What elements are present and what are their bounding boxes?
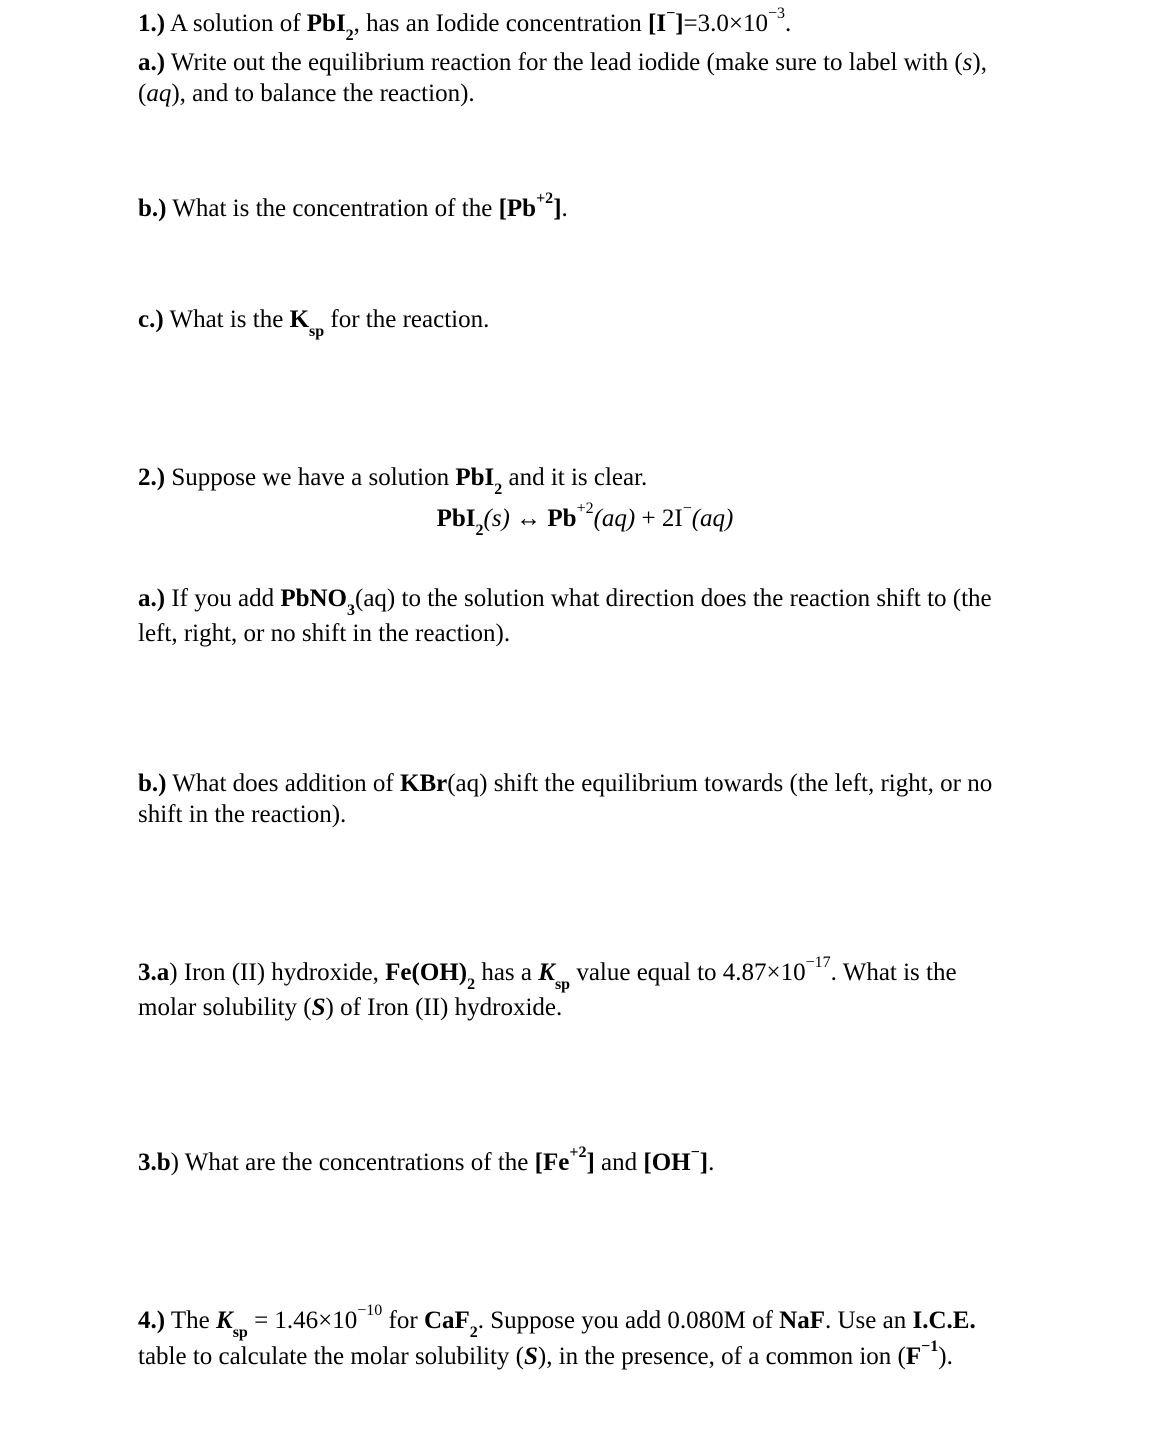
q2a-text: a.) If you add PbNO$_3$(aq) to the solution what direction does the reaction shift to (the left, right, or no shift in the reaction). [138,585,992,647]
q3b-text: 3.b) What are the concentrations of the $[Fe^{+2}]$ and [OH−]. [138,1144,715,1176]
fluoride-ion: $F^{-1}$ [905,1338,939,1370]
pbno3-formula: PbNO$_3$ [280,585,356,619]
equilibrium-equation: PbI$_2$(s) ↔ $Pb^{+2}(aq) + 2I^-(aq)$ [436,500,734,539]
q1-number: 1.) [138,10,166,37]
q1-intro: 1.) A solution of PbI$_2$, has an Iodide concentration $[I^-]=3.0\times 10^{-3}$. [138,5,792,44]
caf2-formula: CaF$_2$ [423,1307,478,1341]
q1a-label: a.) [138,49,166,76]
q2a-label: a.) [138,585,166,612]
iodide-bracket: [I−] [648,5,684,37]
q2-number: 2.) [138,464,166,491]
pbi2-formula: PbI$_2$ [455,464,503,498]
feoh2-formula: $Fe(OH)_2$ [385,959,476,993]
fe-bracket: $[Fe^{+2}]$ [534,1144,595,1176]
q2b-label: b.) [138,770,167,797]
q4-number: 4.) [138,1307,166,1334]
q3a-text: 3.a) Iron (II) hydroxide, $Fe(OH)_2$ has a $K_{sp}$ value equal to $4.87\times 10^{-17}$. What is the molar solubility (S) of Iron (II) hydroxide. [138,954,957,1021]
ksp-symbol: $K_{sp}$ [289,306,325,340]
naf-formula: NaF [779,1307,825,1334]
q1b-label: b.) [138,195,167,222]
q3b-label: 3.b [138,1149,171,1176]
q1b-text: b.) What is the concentration of the $[Pb^{+2}]$. [138,190,568,222]
q2b-text: b.) What does addition of KBr(aq) shift the equilibrium towards (the left, right, or no shift in the reaction). [138,770,993,828]
q2-intro: 2.) Suppose we have a solution PbI$_2$ and it is clear. [138,464,648,498]
ice-term: I.C.E. [912,1307,976,1334]
q3a-label: 3.a [138,959,170,986]
pbi2-formula: PbI$_2$ [306,10,354,44]
q1c-text: c.) What is the $K_{sp}$ for the reaction. [138,306,490,340]
q1c-label: c.) [138,306,164,333]
q1a-text: a.) Write out the equilibrium reaction for the lead iodide (make sure to label with (s), (aq), and to balance the reaction). [138,49,987,107]
kbr-formula: KBr [400,770,448,797]
pb-bracket: $[Pb^{+2}]$ [498,190,562,222]
oh-bracket: [OH−] [643,1144,709,1176]
q4-text: 4.) The $K_{sp} = 1.46\times 10^{-10}$ for CaF$_2$. Suppose you add 0.080M of NaF. Use an I.C.E. table to calculate the molar solubility (S), in the presence, of a common ion $(F^{-1})$. [138,1302,976,1370]
